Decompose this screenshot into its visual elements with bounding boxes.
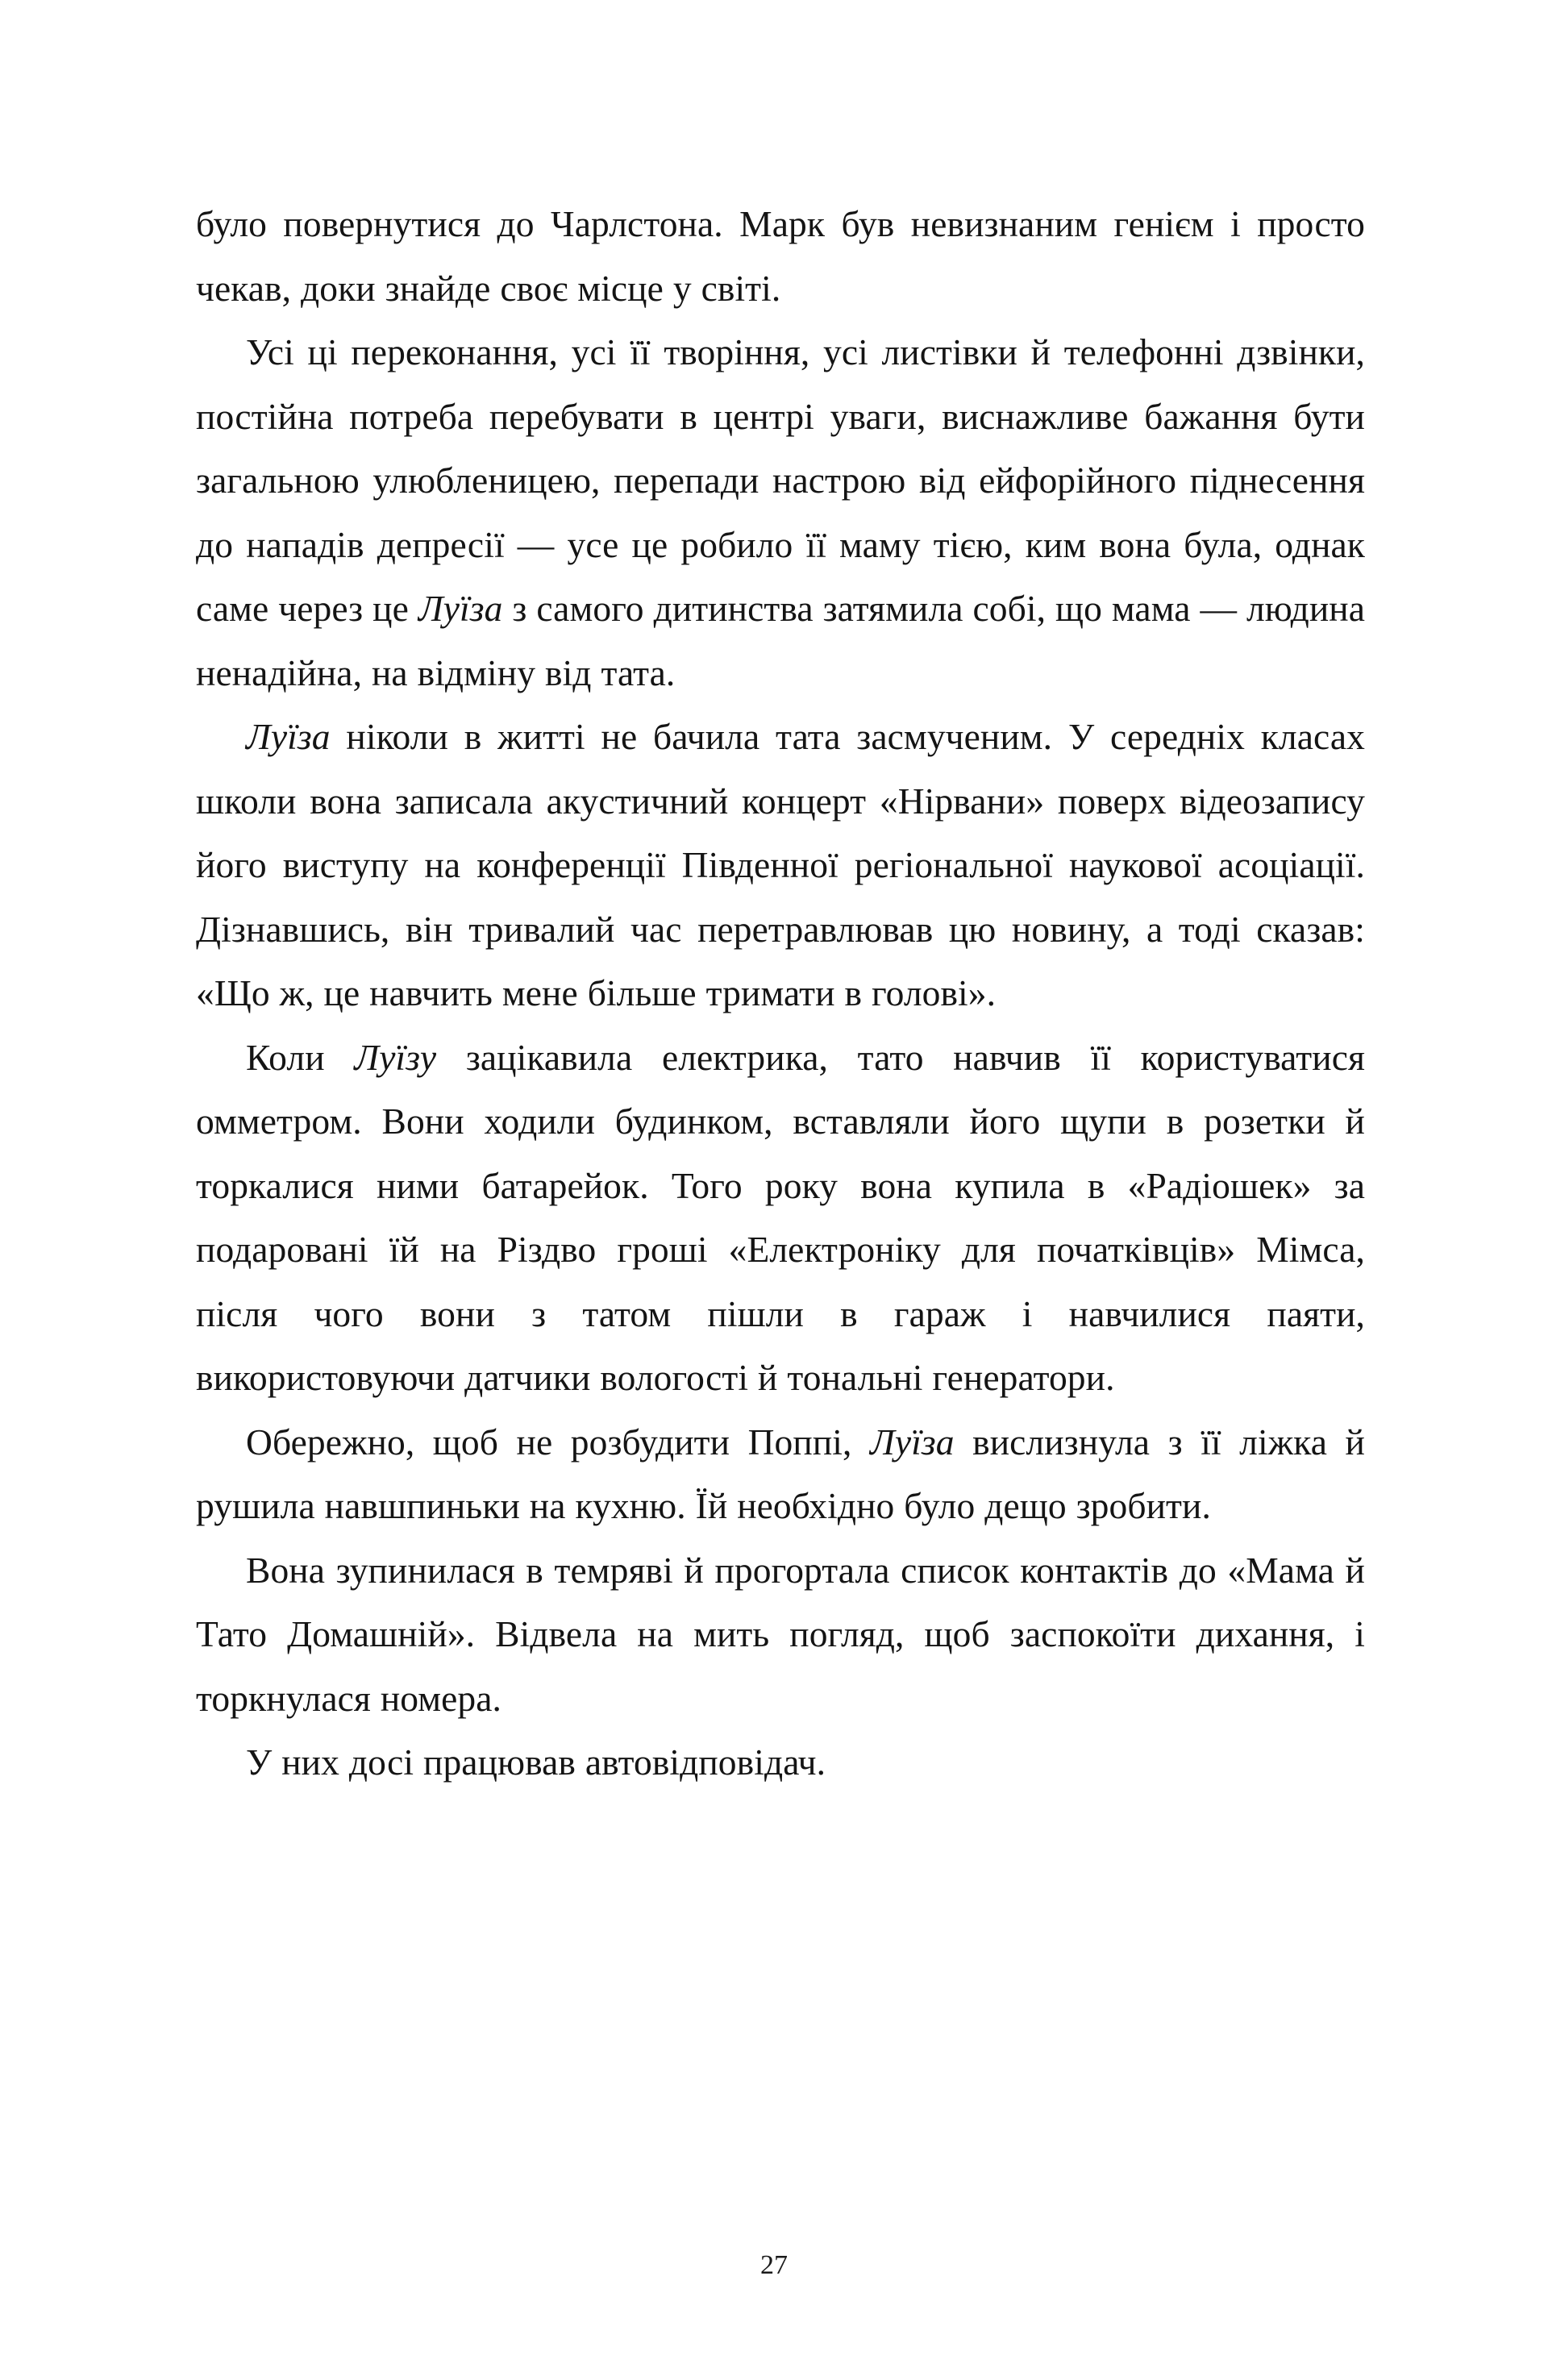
text-run: Усі ці переконання, усі її творіння, усі листівки й телефонні дзвінки, постійна потреба перебувати в центрі уваги, виснажливе бажання бути загальною улюбленицею, перепади настрою від ейфорійного піднесення до нападів депресії — усе це робило її маму тією, ким вона була, однак саме через це: [196, 331, 1365, 629]
text-run: У них досі працював автовідповідач.: [246, 1741, 826, 1783]
character-name: Луїза: [418, 588, 503, 629]
text-run: ніколи в житті не бачила тата засмученим. У середніх класах школи вона записала акустичний концерт «Нірвани» поверх відеозапису його виступу на конференції Південної регіональної наукової асоціації. Дізнавшись, він тривалий час перетравлював цю новину, а тоді сказав: «Що ж, це навчить мене більше тримати в голові».: [196, 716, 1365, 1013]
text-run: Вона зупинилася в темряві й прогортала список контактів до «Мама й Тато Домашній». Відвела на мить погляд, щоб заспокоїти дихання, і торкнулася номера.: [196, 1549, 1365, 1719]
text-run: вислизнула з її ліжка й рушила навшпиньки на кухню. Їй необхідно було дещо зробити.: [196, 1421, 1365, 1526]
page-number: 27: [760, 2250, 788, 2280]
text-run: зацікавила електрика, тато навчив її користуватися омметром. Вони ходили будинком, вставляли його щупи в розетки й торкалися ними батарейок. Того року вона купила в «Радіошек» за подаровані їй на Різдво гроші «Електроніку для початківців» Мімса, після чого вони з татом пішли в гараж і навчилися паяти, використовуючи датчики вологості й тональні генератори.: [196, 1036, 1365, 1398]
paragraph: [196, 1730, 1365, 1795]
paragraph: [196, 1026, 1365, 1410]
text-run: з самого дитинства затямила собі, що мама — людина ненадійна, на відміну від тата.: [196, 588, 1365, 693]
paragraph: [196, 1410, 1365, 1538]
text-run: Коли: [246, 1036, 355, 1078]
text-run: Обережно, щоб не розбудити Поппі,: [246, 1421, 870, 1463]
paragraph: [196, 320, 1365, 705]
character-name: Луїза: [246, 716, 331, 757]
text-run: було повернутися до Чарлстона. Марк був невизнаним генієм і просто чекав, доки знайде своє місце у світі.: [196, 203, 1365, 309]
paragraph: [196, 192, 1365, 320]
paragraph: [196, 705, 1365, 1026]
character-name: Луїза: [870, 1421, 955, 1463]
page-body-text: [196, 192, 1365, 1795]
character-name: Луїзу: [354, 1036, 437, 1078]
paragraph: [196, 1538, 1365, 1731]
